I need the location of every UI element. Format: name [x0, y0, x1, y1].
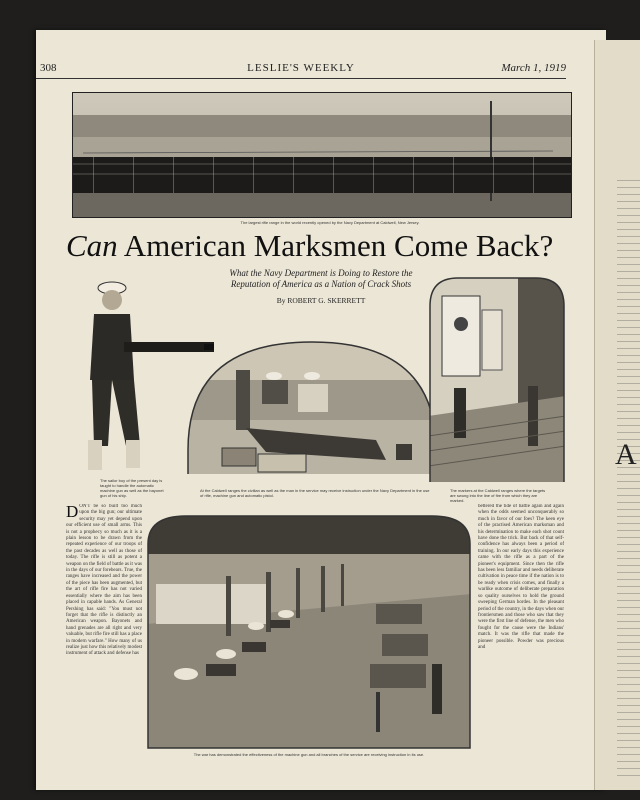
title-italic-word: Can: [66, 228, 118, 263]
facing-page-edge: [594, 40, 640, 790]
dropcap-letter: D: [66, 504, 79, 521]
facing-page-dropcap: A: [615, 438, 637, 471]
bottom-machine-gun-photo: [146, 514, 472, 750]
page-number: 308: [40, 62, 57, 74]
article-byline: By ROBERT G. SKERRETT: [276, 296, 366, 305]
facing-page-text-lines: [617, 180, 640, 780]
article-deck: What the Navy Department is Doing to Restore the Reputation of America as a Nation of Crack Shots: [229, 268, 413, 289]
right-caption: The markers at the Caldwell ranges where the targets are swung into the line of fire from which they are marked.: [450, 488, 546, 503]
panorama-photo: [72, 92, 572, 218]
issue-date: March 1, 1919: [501, 62, 566, 74]
publication-name: LESLIE'S WEEKLY: [247, 62, 355, 74]
sailor-caption: The sailor boy of the present day is taught to handle the automatic machine gun as well as the bayonet gun of his ship.: [100, 478, 164, 498]
bottom-caption: The war has demonstrated the effectiveness of the machine gun and all branches of the service are receiving instruction in its use.: [193, 752, 425, 757]
left-text-column: [66, 504, 142, 752]
center-caption: At the Caldwell ranges the civilian as well as the man in the service may receive instruction under the Navy Department in the use of rifle, machine gun and automatic pistol.: [200, 488, 430, 498]
title-rest: American Marksmen Come Back?: [123, 228, 554, 263]
article-title: [66, 228, 576, 264]
running-header: [36, 62, 566, 76]
center-arch-photo: [186, 340, 438, 474]
left-column-text: ON'T be so built too much upon the big gun; our ultimate security may yet depend upon our efficient use of small arms. This is not a prophecy so much as it is a plain lesson to be drawn from the repeated experience of our troops of the past decades as well as those of today. The rifle is still as potent a weapon on the field of battle as it was in the days of our forebears. True, the ranges have increased and the power of the piece has been augmented, but the art of rifle fire has not varied essentially where the aim has been placed in capable hands. As General Pershing has said: "You must not forget that the rifle is distinctly an American weapon. Bayonets and hand grenades are all right and very valuable, but rifle fire still has a place in modern warfare." How many of us realize just how this relatively modest instrument of attack and defense has: [66, 504, 142, 657]
right-arch-photo: [428, 276, 566, 482]
right-column-text: bettered the tide of battle again and again when the odds seemed unconquerably so much in favor of our foes? The keen eye of the practised American marksman and his determination to make each shot count have done the trick. But back of that self-confidence has always been a period of training. In our early days this experience came with the rifle as a part of the pioneer's equipment. Since then the rifle has been less familiar and needs deliberate cultivation in peace time if the nation is to be ready when crisis comes, and finally a warlike outcome of deliberate preparation so quality ourselves to hold the ground sweeping German hordes. In the pleasant period of the country, in the days when our frontiersmen and those who saw that they were the first line of defense, the men who fought for the cause were the Indians' match. It was the rifle that made the pioneer possible. Powder was precious and: [478, 504, 564, 650]
header-rule: [36, 78, 566, 79]
right-text-column: [478, 504, 564, 752]
panorama-caption: The largest rifle range in the world recently opened by the Navy Department at Caldwell, New Jersey.: [240, 220, 420, 225]
